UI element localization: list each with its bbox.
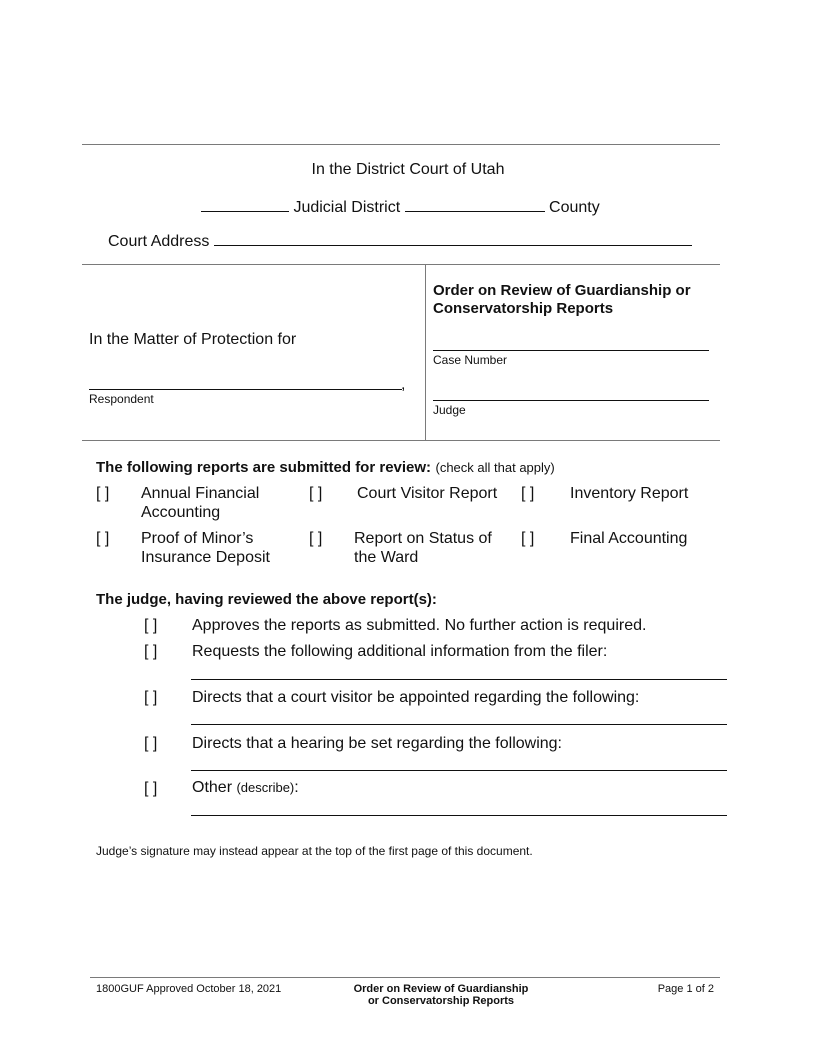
judicial-district-label: Judicial District (293, 199, 401, 216)
report-item-line: Insurance Deposit (141, 549, 270, 566)
report-item-line: Inventory Report (570, 485, 689, 502)
district-county-line (201, 196, 600, 217)
court-visitor-field[interactable] (191, 724, 727, 725)
review-option-other (192, 779, 299, 797)
other-field[interactable] (191, 815, 727, 816)
review-checkbox-other[interactable]: [ ] (144, 780, 158, 797)
reports-heading-note: (check all that apply) (435, 460, 555, 475)
reports-heading: The following reports are submitted for review: (96, 459, 432, 476)
county-label: County (549, 199, 600, 216)
report-item-line: Annual Financial (141, 485, 260, 502)
court-address-field[interactable] (214, 230, 692, 246)
footer-title (321, 983, 561, 1007)
footer-title-line2: or Conservatorship Reports (367, 995, 515, 1007)
report-item-line: the Ward (354, 549, 419, 566)
report-item-line: Report on Status of (354, 530, 492, 547)
report-checkbox-minor-insurance[interactable]: [ ] (96, 530, 110, 547)
report-item-court-visitor (357, 484, 517, 503)
review-checkbox-hearing[interactable]: [ ] (144, 735, 158, 752)
signature-note: Judge’s signature may instead appear at the top of the first page of this document. (96, 844, 533, 858)
court-address-label: Court Address (108, 233, 210, 250)
report-item-line: Court Visitor Report (357, 485, 498, 502)
footer-form-id: 1800GUF Approved October 18, 2021 (96, 983, 282, 995)
county-field[interactable] (405, 196, 545, 212)
requests-info-field[interactable] (191, 679, 727, 680)
top-rule (82, 144, 720, 145)
review-option-requests-info: Requests the following additional information from the filer: (192, 643, 608, 660)
report-item-annual-financial (141, 484, 291, 522)
hearing-field[interactable] (191, 770, 727, 771)
review-option-court-visitor: Directs that a court visitor be appointed regarding the following: (192, 689, 640, 706)
review-checkbox-requests-info[interactable]: [ ] (144, 643, 158, 660)
caption-top-rule (82, 264, 720, 265)
report-checkbox-status-of-ward[interactable]: [ ] (309, 530, 323, 547)
respondent-name-field[interactable] (89, 389, 402, 390)
report-item-minor-insurance (141, 529, 291, 567)
judicial-district-field[interactable] (201, 196, 289, 212)
report-item-inventory (570, 484, 720, 503)
caption-bottom-rule (82, 440, 720, 441)
report-item-line: Final Accounting (570, 530, 688, 547)
review-checkbox-court-visitor[interactable]: [ ] (144, 689, 158, 706)
court-address-line (108, 230, 692, 251)
other-note: (describe) (236, 780, 295, 795)
report-item-line: Proof of Minor’s (141, 530, 254, 547)
footer-title-line1: Order on Review of Guardianship (353, 983, 529, 995)
report-checkbox-final-accounting[interactable]: [ ] (521, 530, 535, 547)
report-checkbox-court-visitor[interactable]: [ ] (309, 485, 323, 502)
respondent-label: Respondent (89, 392, 154, 406)
order-title-line1: Order on Review of Guardianship or (433, 282, 691, 299)
judge-review-heading: The judge, having reviewed the above report(s): (96, 591, 437, 608)
respondent-comma: , (401, 376, 406, 393)
review-option-approves: Approves the reports as submitted. No further action is required. (192, 617, 647, 634)
report-item-final-accounting (570, 529, 720, 548)
other-label: Other (192, 779, 233, 796)
footer-page-number: Page 1 of 2 (657, 983, 714, 995)
matter-label: In the Matter of Protection for (89, 331, 297, 348)
footer-rule (90, 977, 720, 978)
other-suffix: : (294, 779, 299, 796)
judge-name-field[interactable] (433, 400, 709, 401)
report-item-status-of-ward (354, 529, 514, 567)
case-number-field[interactable] (433, 350, 709, 351)
judge-label: Judge (433, 403, 466, 417)
report-checkbox-inventory[interactable]: [ ] (521, 485, 535, 502)
order-title-line2: Conservatorship Reports (433, 300, 614, 317)
caption-divider (425, 264, 426, 440)
report-checkbox-annual-financial[interactable]: [ ] (96, 485, 110, 502)
report-item-line: Accounting (141, 504, 221, 521)
court-title: In the District Court of Utah (311, 161, 505, 178)
review-checkbox-approves[interactable]: [ ] (144, 617, 158, 634)
reports-heading-line (96, 459, 555, 477)
case-number-label: Case Number (433, 353, 508, 367)
review-option-hearing: Directs that a hearing be set regarding the following: (192, 735, 562, 752)
